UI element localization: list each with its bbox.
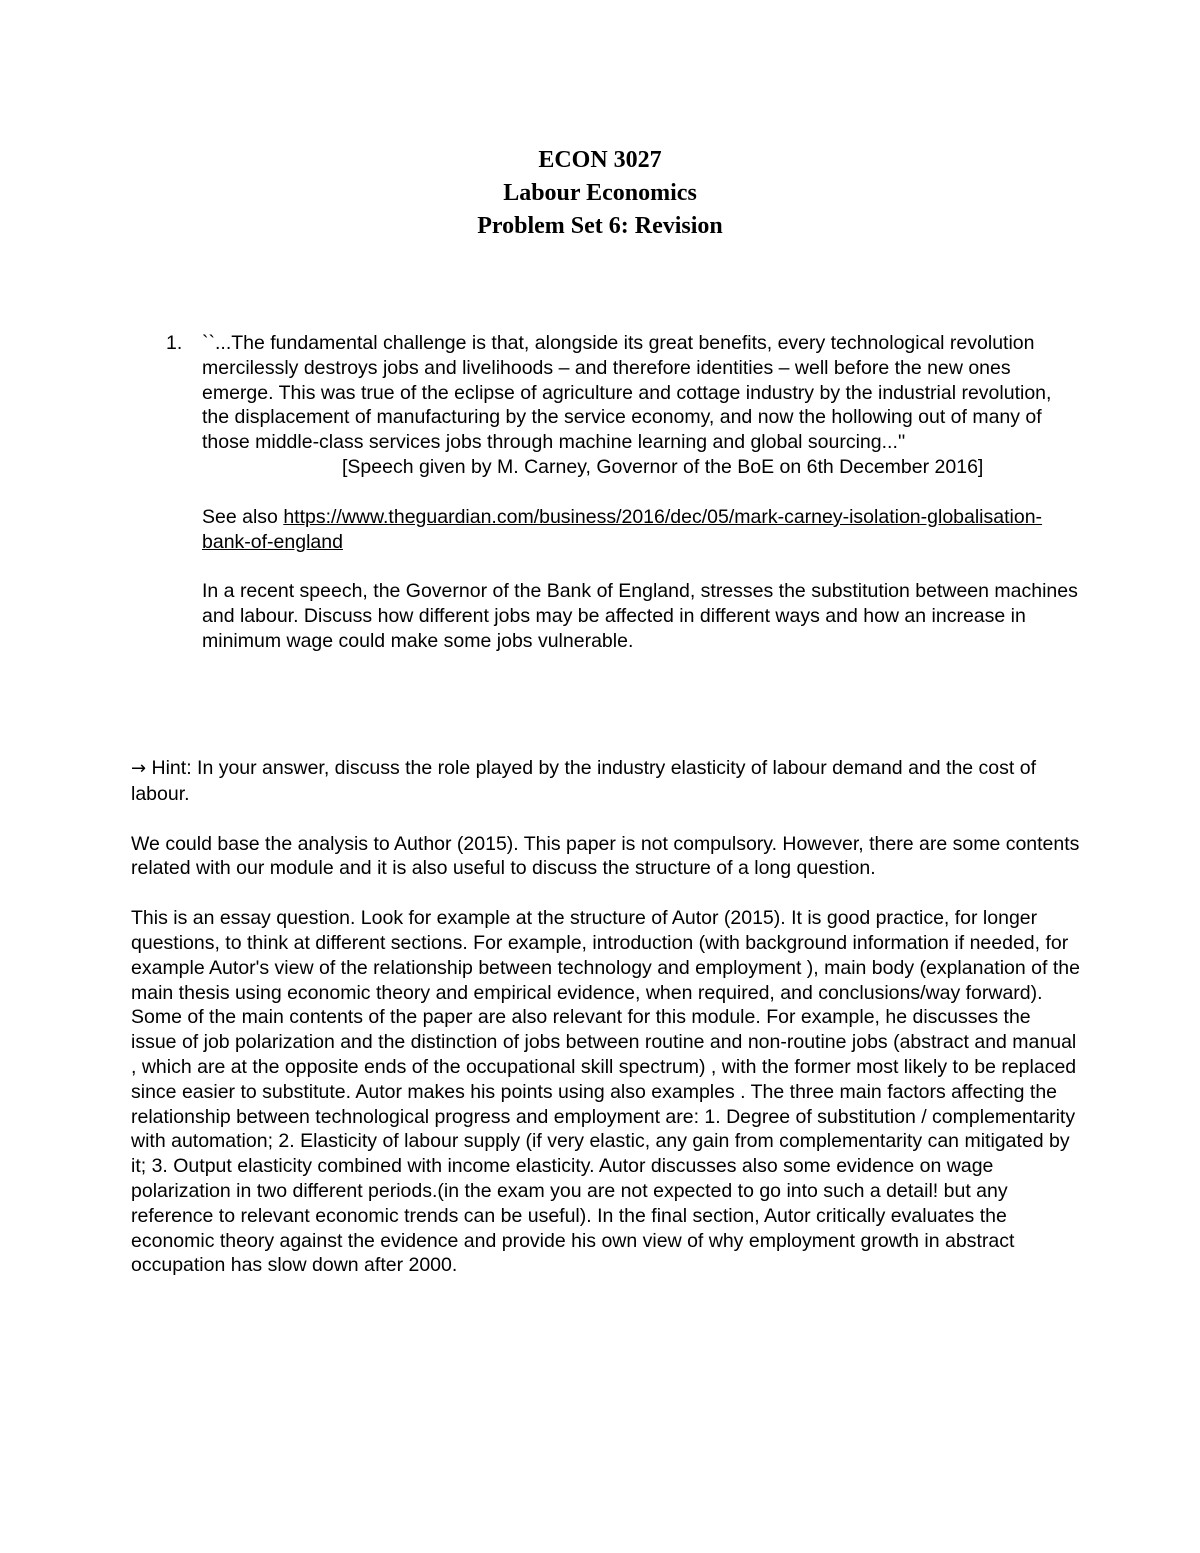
- question-number: 1.: [166, 332, 183, 354]
- problem-set-title: Problem Set 6: Revision: [477, 213, 723, 239]
- arrow-right-icon: →: [131, 758, 147, 779]
- see-also-line: [202, 505, 1082, 555]
- guardian-article-link[interactable]: https://www.theguardian.com/business/2016/dec/05/mark-carney-isolation-globalisation-bank-of-england: [202, 505, 1043, 553]
- discussion-prompt: In a recent speech, the Governor of the Bank of England, stresses the substitution between machines and labour. Discuss how different jobs may be affected in different ways and how an increase in minimum wage could make some jobs vulnerable.: [202, 580, 1078, 652]
- analysis-paragraph: We could base the analysis to Author (2015). This paper is not compulsory. However, there are some contents related with our module and it is also useful to discuss the structure of a long question.: [131, 832, 1080, 880]
- course-code: ECON 3027: [538, 147, 662, 173]
- essay-paragraph: This is an essay question. Look for example at the structure of Autor (2015). It is good practice, for longer questions, to think at different sections. For example, introduction (with background information if needed, for example Autor's view of the relationship between technology and employment ), main body (explanation of the main thesis using economic theory and empirical evidence, when required, and conclusions/way forward). Some of the main contents of the paper are also relevant for this module. For example, he discusses the issue of job polarization and the distinction of jobs between routine and non-routine jobs (abstract and manual , which are at the opposite ends of the occupational skill spectrum) , with the former most likely to be replaced since easier to substitute. Autor makes his points using also examples . The three main factors affecting the relationship between technological progress and employment are: 1. Degree of substitution / complementarity with automation; 2. Elasticity of labour supply (if very elastic, any gain from complementarity can mitigated by it; 3. Output elasticity combined with income elasticity. Autor discusses also some evidence on wage polarization in two different periods.(in the exam you are not expected to go into such a detail! but any reference to relevant economic trends can be useful). In the final section, Autor critically evaluates the economic theory against the evidence and provide his own view of why employment growth in abstract occupation has slow down after 2000.: [131, 907, 1080, 1277]
- question-content: [202, 331, 1082, 654]
- hint-paragraph: [131, 756, 1081, 807]
- title-block: [0, 144, 1200, 243]
- quote-block: [202, 331, 1082, 480]
- hint-section: [131, 756, 1081, 1303]
- see-also-prefix: See also: [202, 505, 284, 528]
- quote-text: ``...The fundamental challenge is that, alongside its great benefits, every technological revolution mercilessly destroys jobs and livelihoods – and therefore identities – well before the new ones emerge. This was true of the eclipse of agriculture and cottage industry by the industrial revolution, the displacement of manufacturing by the service economy, and now the hollowing out of many of those middle-class services jobs through machine learning and global sourcing...'': [202, 332, 1052, 454]
- hint-text: Hint: In your answer, discuss the role played by the industry elasticity of labour demand and the cost of labour.: [131, 757, 1036, 805]
- quote-attribution: [Speech given by M. Carney, Governor of the BoE on 6th December 2016]: [342, 455, 984, 478]
- course-name: Labour Economics: [503, 180, 697, 206]
